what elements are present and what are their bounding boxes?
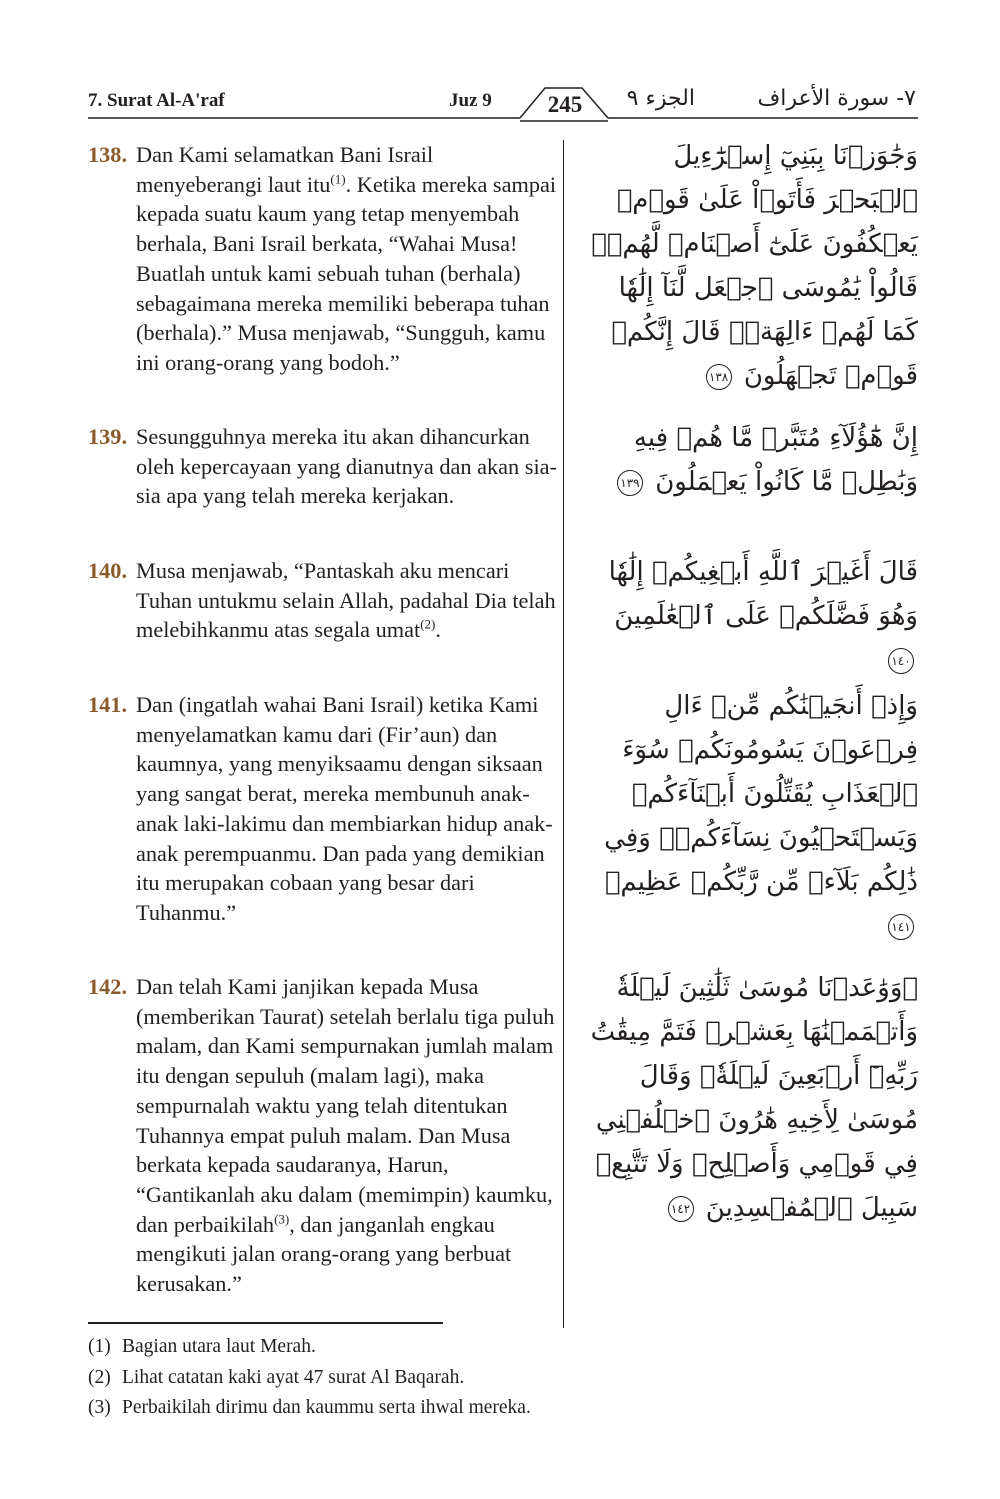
footnote-3: (3) Perbaikilah dirimu dan kaummu serta ihwal mereka. [88,1397,531,1418]
surah-title-arabic: ٧- سورة الأعراف [757,86,916,111]
footnote-ref: (1) [330,171,346,187]
verse-text: Dan (ingatlah wahai Bani Israil) ketika Kami menyelamatkan kamu dari (Fir’aun) dan kaumnya, yang menyiksaamu dengan siksaan yang sangat berat, mereka membunuh anak-anak laki-lakimu dan membiarkan hidup anak-anak perempuanmu. Dan pada yang demikian itu merupakan cobaan yang besar dari Tuhanmu.” [136,692,553,925]
verse-translation-138 [88,140,558,378]
arabic-text: وَإِذۡ أَنجَيۡنَٰكُم مِّنۡ ءَالِ فِرۡعَوۡنَ يَسُومُونَكُمۡ سُوٓءَ ٱلۡعَذَابِ يُقَتِّلُونَ أَبۡنَآءَكُمۡ وَيَسۡتَحۡيُونَ نِسَآءَكُمۡۚ وَفِي ذَٰلِكُم بَلَآءٞ مِّن رَّبِّكُمۡ عَظِيمٞ [604,691,918,897]
verse-text: Dan Kami selamatkan Bani Israil menyeberangi laut itu$^{(1)}$. Ketika mereka sampai kepada suatu kaum yang tetap menyembah berhala, Bani Israil berkata, “Wahai Musa! Buatlah untuk kami sebuah tuhan (berhala) sebagaimana mereka memiliki beberapa tuhan (berhala).” Musa menjawab, “Sungguh, kamu ini orang-orang yang bodoh.” [136,142,557,375]
juz-label-latin: Juz 9 [449,90,492,111]
column-divider [563,140,564,1328]
verse-number: 139. [88,424,128,449]
verse-translation-141 [88,690,558,928]
footnote-rule [88,1322,443,1324]
verse-translation-140 [88,556,558,645]
arabic-text: وَجَٰوَزۡنَا بِبَنِيٓ إِسۡرَٰٓءِيلَ ٱلۡبَحۡرَ فَأَتَوۡاْ عَلَىٰ قَوۡمٖ يَعۡكُفُونَ عَلَىٰٓ أَصۡنَامٖ لَّهُمۡۚ قَالُواْ يَٰمُوسَى ٱجۡعَل لَّنَآ إِلَٰهٗا كَمَا لَهُمۡ ءَالِهَةٞۚ قَالَ إِنَّكُمۡ قَوۡمٞ تَجۡهَلُونَ [591,141,918,391]
arabic-text: قَالَ أَغَيۡرَ ٱللَّهِ أَبۡغِيكُمۡ إِلَٰهٗا وَهُوَ فَضَّلَكُمۡ عَلَى ٱلۡعَٰلَمِينَ [608,557,918,631]
verse-text: Dan telah Kami janjikan kepada Musa (memberikan Taurat) setelah berlalu tiga puluh malam, dan Kami sempurnakan jumlah malam itu dengan sepuluh (malam lagi), maka sempurnalah waktu yang telah ditentukan Tuhannya empat puluh malam. Dan Musa berkata kepada saudaranya, Harun, “Gantikanlah aku dalam (memimpin) kaumku, dan perbaikilah$^{(3)}$, dan janganlah engkau mengikuti jalan orang-orang yang berbuat kerusakan.” [136,974,555,1297]
ayah-end-marker: ١٤٠ [888,648,914,674]
ayah-end-marker: ١٣٨ [706,364,732,390]
verse-translation-139 [88,422,558,511]
verse-arabic-139 [588,416,918,504]
verse-number: 138. [88,142,128,167]
page-header [0,0,1000,130]
footnotes [88,1332,788,1424]
verse-number: 141. [88,692,128,717]
footnote-ref: (2) [420,616,436,632]
verse-translation-142 [88,972,558,1299]
verse-arabic-138 [588,134,918,398]
verse-arabic-140 [588,550,918,682]
juz-label-arabic: الجزء ٩ [626,86,695,111]
footnote-ref: (3) [274,1211,290,1227]
verse-number: 140. [88,558,128,583]
verse-text: Musa menjawab, “Pantaskah aku mencari Tuhan untukmu selain Allah, padahal Dia telah melebihkanmu atas segala umat$^{(2)}$. [136,558,556,643]
arabic-text: ۞وَوَٰعَدۡنَا مُوسَىٰ ثَلَٰثِينَ لَيۡلَةٗ وَأَتۡمَمۡنَٰهَا بِعَشۡرٖ فَتَمَّ مِيقَٰتُ رَبِّهِۦٓ أَرۡبَعِينَ لَيۡلَةٗۚ وَقَالَ مُوسَىٰ لِأَخِيهِ هَٰرُونَ ٱخۡلُفۡنِي فِي قَوۡمِي وَأَصۡلِحۡ وَلَا تَتَّبِعۡ سَبِيلَ ٱلۡمُفۡسِدِينَ [590,973,918,1223]
footnote-1: (1) Bagian utara laut Merah. [88,1336,316,1357]
verse-number: 142. [88,974,128,999]
verse-text: Sesungguhnya mereka itu akan dihancurkan oleh kepercayaan yang dianutnya dan akan sia-sia apa yang telah mereka kerjakan. [136,424,557,509]
footnote-2: (2) Lihat catatan kaki ayat 47 surat Al Baqarah. [88,1366,465,1388]
verse-arabic-142 [588,966,918,1230]
ayah-end-marker: ١٤١ [888,914,914,940]
arabic-text: إِنَّ هَٰٓؤُلَآءِ مُتَبَّرٞ مَّا هُمۡ فِيهِ وَبَٰطِلٞ مَّا كَانُواْ يَعۡمَلُونَ [633,423,918,497]
ayah-end-marker: ١٣٩ [617,470,643,496]
page-number: 245 [547,92,583,117]
ayah-end-marker: ١٤٢ [668,1196,694,1222]
verse-arabic-141 [588,684,918,948]
surah-title-latin: 7. Surat Al-A'raf [88,90,225,111]
